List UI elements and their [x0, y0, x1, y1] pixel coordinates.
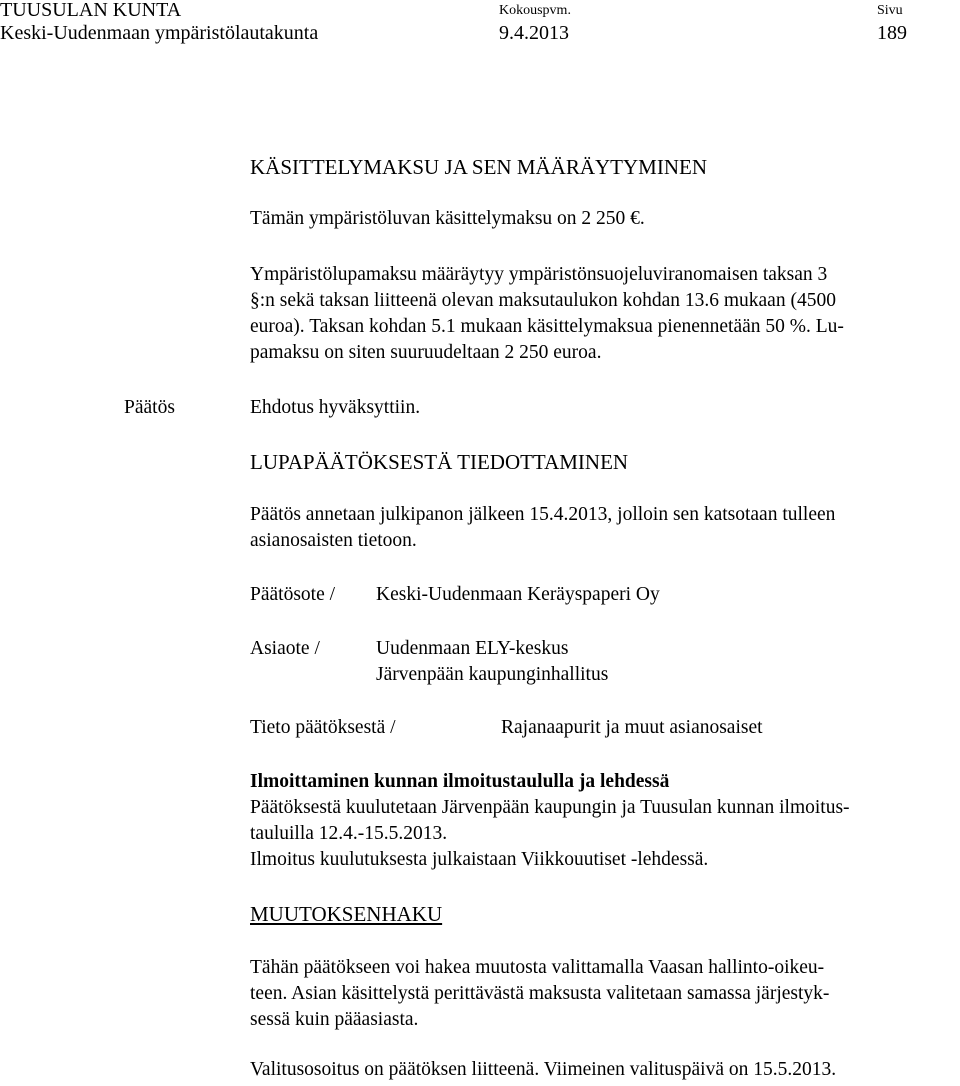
organization-name: TUUSULAN KUNTA — [0, 0, 182, 21]
recipient-value: Rajanaapurit ja muut asianosaiset — [501, 717, 763, 738]
notification-line: Päätös annetaan julkipanon jälkeen 15.4.2013, jolloin sen katsotaan tulleen — [250, 504, 836, 525]
recipient-value: Uudenmaan ELY-keskus — [376, 638, 569, 659]
fee-basis-line: euroa). Taksan kohdan 5.1 mukaan käsittelymaksua pienennetään 50 %. Lu- — [250, 316, 844, 337]
page-number: 189 — [877, 22, 907, 44]
recipient-label: Asiaote / — [250, 638, 320, 659]
appeal-line: Tähän päätökseen voi hakea muutosta valittamalla Vaasan hallinto-oikeu- — [250, 957, 825, 978]
decision-text: Ehdotus hyväksyttiin. — [250, 397, 421, 418]
page-number-label: Sivu — [877, 3, 903, 18]
committee-name: Keski-Uudenmaan ympäristölautakunta — [0, 22, 319, 44]
fee-basis-line: Ympäristölupamaksu määräytyy ympäristönsuojeluviranomaisen taksan 3 — [250, 264, 828, 285]
fee-basis-line: pamaksu on siten suuruudeltaan 2 250 euroa. — [250, 342, 602, 363]
announcement-title: Ilmoittaminen kunnan ilmoitustaululla ja lehdessä — [250, 771, 670, 792]
notification-line: asianosaisten tietoon. — [250, 530, 417, 551]
announcement-line: Päätöksestä kuulutetaan Järvenpään kaupungin ja Tuusulan kunnan ilmoitus- — [250, 797, 850, 818]
meeting-date: 9.4.2013 — [499, 22, 569, 44]
announcement-line: tauluilla 12.4.-15.5.2013. — [250, 823, 448, 844]
decision-label: Päätös — [124, 397, 175, 418]
fee-amount-paragraph: Tämän ympäristöluvan käsittelymaksu on 2 250 €. — [250, 208, 645, 229]
recipient-value: Keski-Uudenmaan Keräyspaperi Oy — [376, 584, 660, 605]
meeting-date-label: Kokouspvm. — [499, 3, 571, 18]
announcement-line: Ilmoitus kuulutuksesta julkaistaan Viikkouutiset -lehdessä. — [250, 849, 709, 870]
recipient-value: Järvenpään kaupunginhallitus — [376, 664, 609, 685]
fee-basis-line: §:n sekä taksan liitteenä olevan maksutaulukon kohdan 13.6 mukaan (4500 — [250, 290, 836, 311]
recipient-label: Päätösote / — [250, 584, 336, 605]
appeal-final-line: Valitusosoitus on päätöksen liitteenä. Viimeinen valituspäivä on 15.5.2013. — [250, 1059, 837, 1080]
recipient-label: Tieto päätöksestä / — [250, 717, 396, 738]
appeal-line: sessä kuin pääasiasta. — [250, 1009, 419, 1030]
appeal-title: MUUTOKSENHAKU — [250, 902, 443, 926]
notification-title: LUPAPÄÄTÖKSESTÄ TIEDOTTAMINEN — [250, 450, 629, 474]
appeal-line: teen. Asian käsittelystä perittävästä maksusta valitetaan samassa järjestyk- — [250, 983, 830, 1004]
fee-section-title: KÄSITTELYMAKSU JA SEN MÄÄRÄYTYMINEN — [250, 155, 707, 179]
